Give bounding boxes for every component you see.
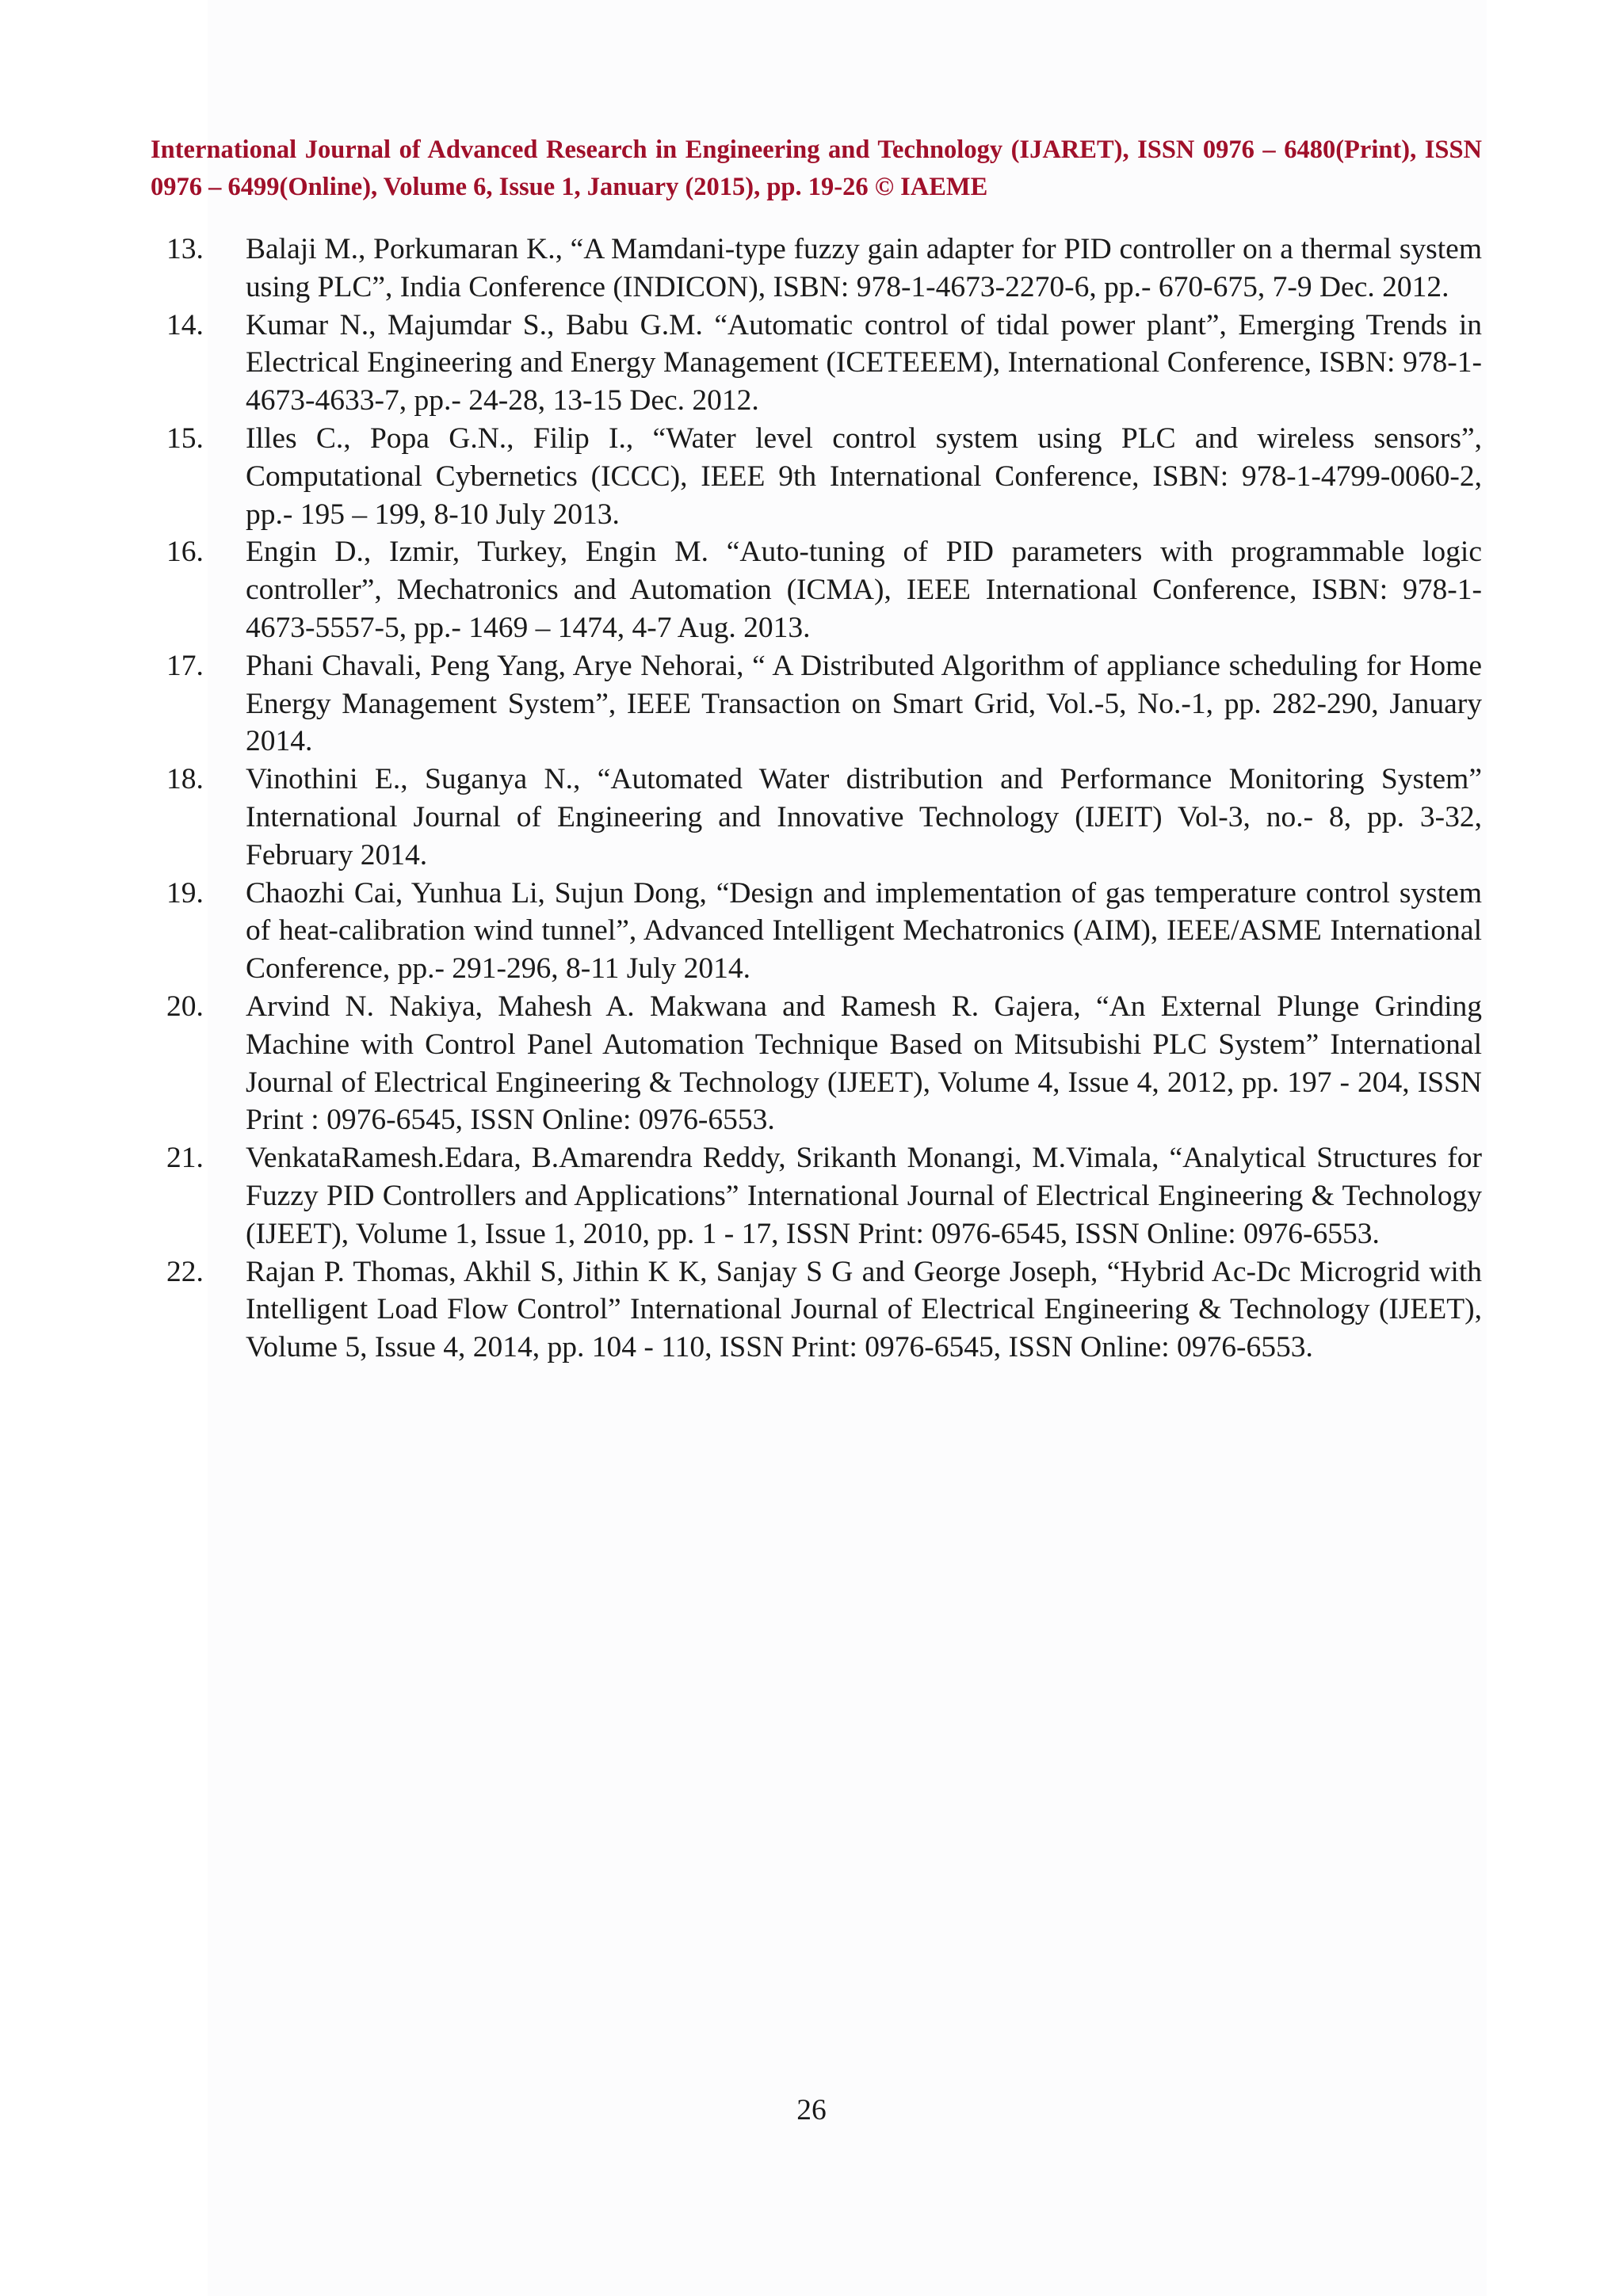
page-number: 26 [796, 2094, 827, 2126]
journal-header: International Journal of Advanced Research in Engineering and Technology (IJARET), ISSN 0976 – 6480(Print), ISSN 0976 – 6499(Online), Volume 6, Issue 1, January (2015), pp. 19-26 © IAEME [151, 135, 1482, 201]
reference-text: Chaozhi Cai, Yunhua Li, Sujun Dong, “Design and implementation of gas temperature control system of heat-calibration wind tunnel”, Advanced Intelligent Mechatronics (AIM), IEEE/ASME International Conference, pp.- 291-296, 8-11 July 2014. [246, 876, 1482, 986]
reference-item-19 [166, 875, 1482, 988]
reference-text: Arvind N. Nakiya, Mahesh A. Makwana and Ramesh R. Gajera, “An External Plunge Grinding Machine with Control Panel Automation Technique Based on Mitsubishi PLC System” International Journal of Electrical Engineering & Technology (IJEET), Volume 4, Issue 4, 2012, pp. 197 - 204, ISSN Print : 0976-6545, ISSN Online: 0976-6553. [246, 990, 1482, 1137]
reference-text: Kumar N., Majumdar S., Babu G.M. “Automatic control of tidal power plant”, Emerging Trends in Electrical Engineering and Energy Management (ICETEEEM), International Conference, ISBN: 978-1-4673-4633-7, pp.- 24-28, 13-15 Dec. 2012. [246, 308, 1482, 418]
reference-number: 20. [166, 990, 204, 1023]
reference-number: 19. [166, 876, 204, 910]
reference-number: 22. [166, 1255, 204, 1288]
reference-text: Rajan P. Thomas, Akhil S, Jithin K K, Sanjay S G and George Joseph, “Hybrid Ac-Dc Microgrid with Intelligent Load Flow Control” International Journal of Electrical Engineering & Technology (IJEET), Volume 5, Issue 4, 2014, pp. 104 - 110, ISSN Print: 0976-6545, ISSN Online: 0976-6553. [246, 1255, 1482, 1364]
reference-number: 21. [166, 1142, 204, 1175]
reference-item-14 [166, 307, 1482, 420]
reference-text: Illes C., Popa G.N., Filip I., “Water level control system using PLC and wireless sensors”, Computational Cybernetics (ICCC), IEEE 9th International Conference, ISBN: 978-1-4799-0060-2, pp.- 195 – 199, 8-10 July 2013. [246, 421, 1482, 531]
reference-number: 16. [166, 536, 204, 569]
reference-item-13 [166, 231, 1482, 307]
reference-text: Phani Chavali, Peng Yang, Arye Nehorai, “ A Distributed Algorithm of appliance scheduling for Home Energy Management System”, IEEE Transaction on Smart Grid, Vol.-5, No.-1, pp. 282-290, January 2014. [246, 649, 1482, 758]
reference-item-17 [166, 647, 1482, 761]
reference-item-22 [166, 1253, 1482, 1367]
reference-item-16 [166, 533, 1482, 646]
reference-number: 13. [166, 233, 204, 265]
reference-number: 15. [166, 421, 204, 455]
reference-number: 18. [166, 763, 204, 796]
reference-number: 17. [166, 649, 204, 682]
reference-item-15 [166, 420, 1482, 533]
reference-list [166, 231, 1482, 1367]
reference-item-21 [166, 1139, 1482, 1253]
reference-text: Vinothini E., Suganya N., “Automated Water distribution and Performance Monitoring System” International Journal of Engineering and Innovative Technology (IJEIT) Vol-3, no.- 8, pp. 3-32, February 2014. [246, 763, 1482, 871]
reference-text: Balaji M., Porkumaran K., “A Mamdani-type fuzzy gain adapter for PID controller on a thermal system using PLC”, India Conference (INDICON), ISBN: 978-1-4673-2270-6, pp.- 670-675, 7-9 Dec. 2012. [246, 233, 1482, 303]
reference-text: VenkataRamesh.Edara, B.Amarendra Reddy, Srikanth Monangi, M.Vimala, “Analytical Structures for Fuzzy PID Controllers and Applications” International Journal of Electrical Engineering & Technology (IJEET), Volume 1, Issue 1, 2010, pp. 1 - 17, ISSN Print: 0976-6545, ISSN Online: 0976-6553. [246, 1142, 1482, 1250]
reference-text: Engin D., Izmir, Turkey, Engin M. “Auto-tuning of PID parameters with programmable logic controller”, Mechatronics and Automation (ICMA), IEEE International Conference, ISBN: 978-1-4673-5557-5, pp.- 1469 – 1474, 4-7 Aug. 2013. [246, 536, 1482, 644]
reference-item-18 [166, 761, 1482, 874]
reference-item-20 [166, 988, 1482, 1139]
reference-number: 14. [166, 308, 204, 341]
